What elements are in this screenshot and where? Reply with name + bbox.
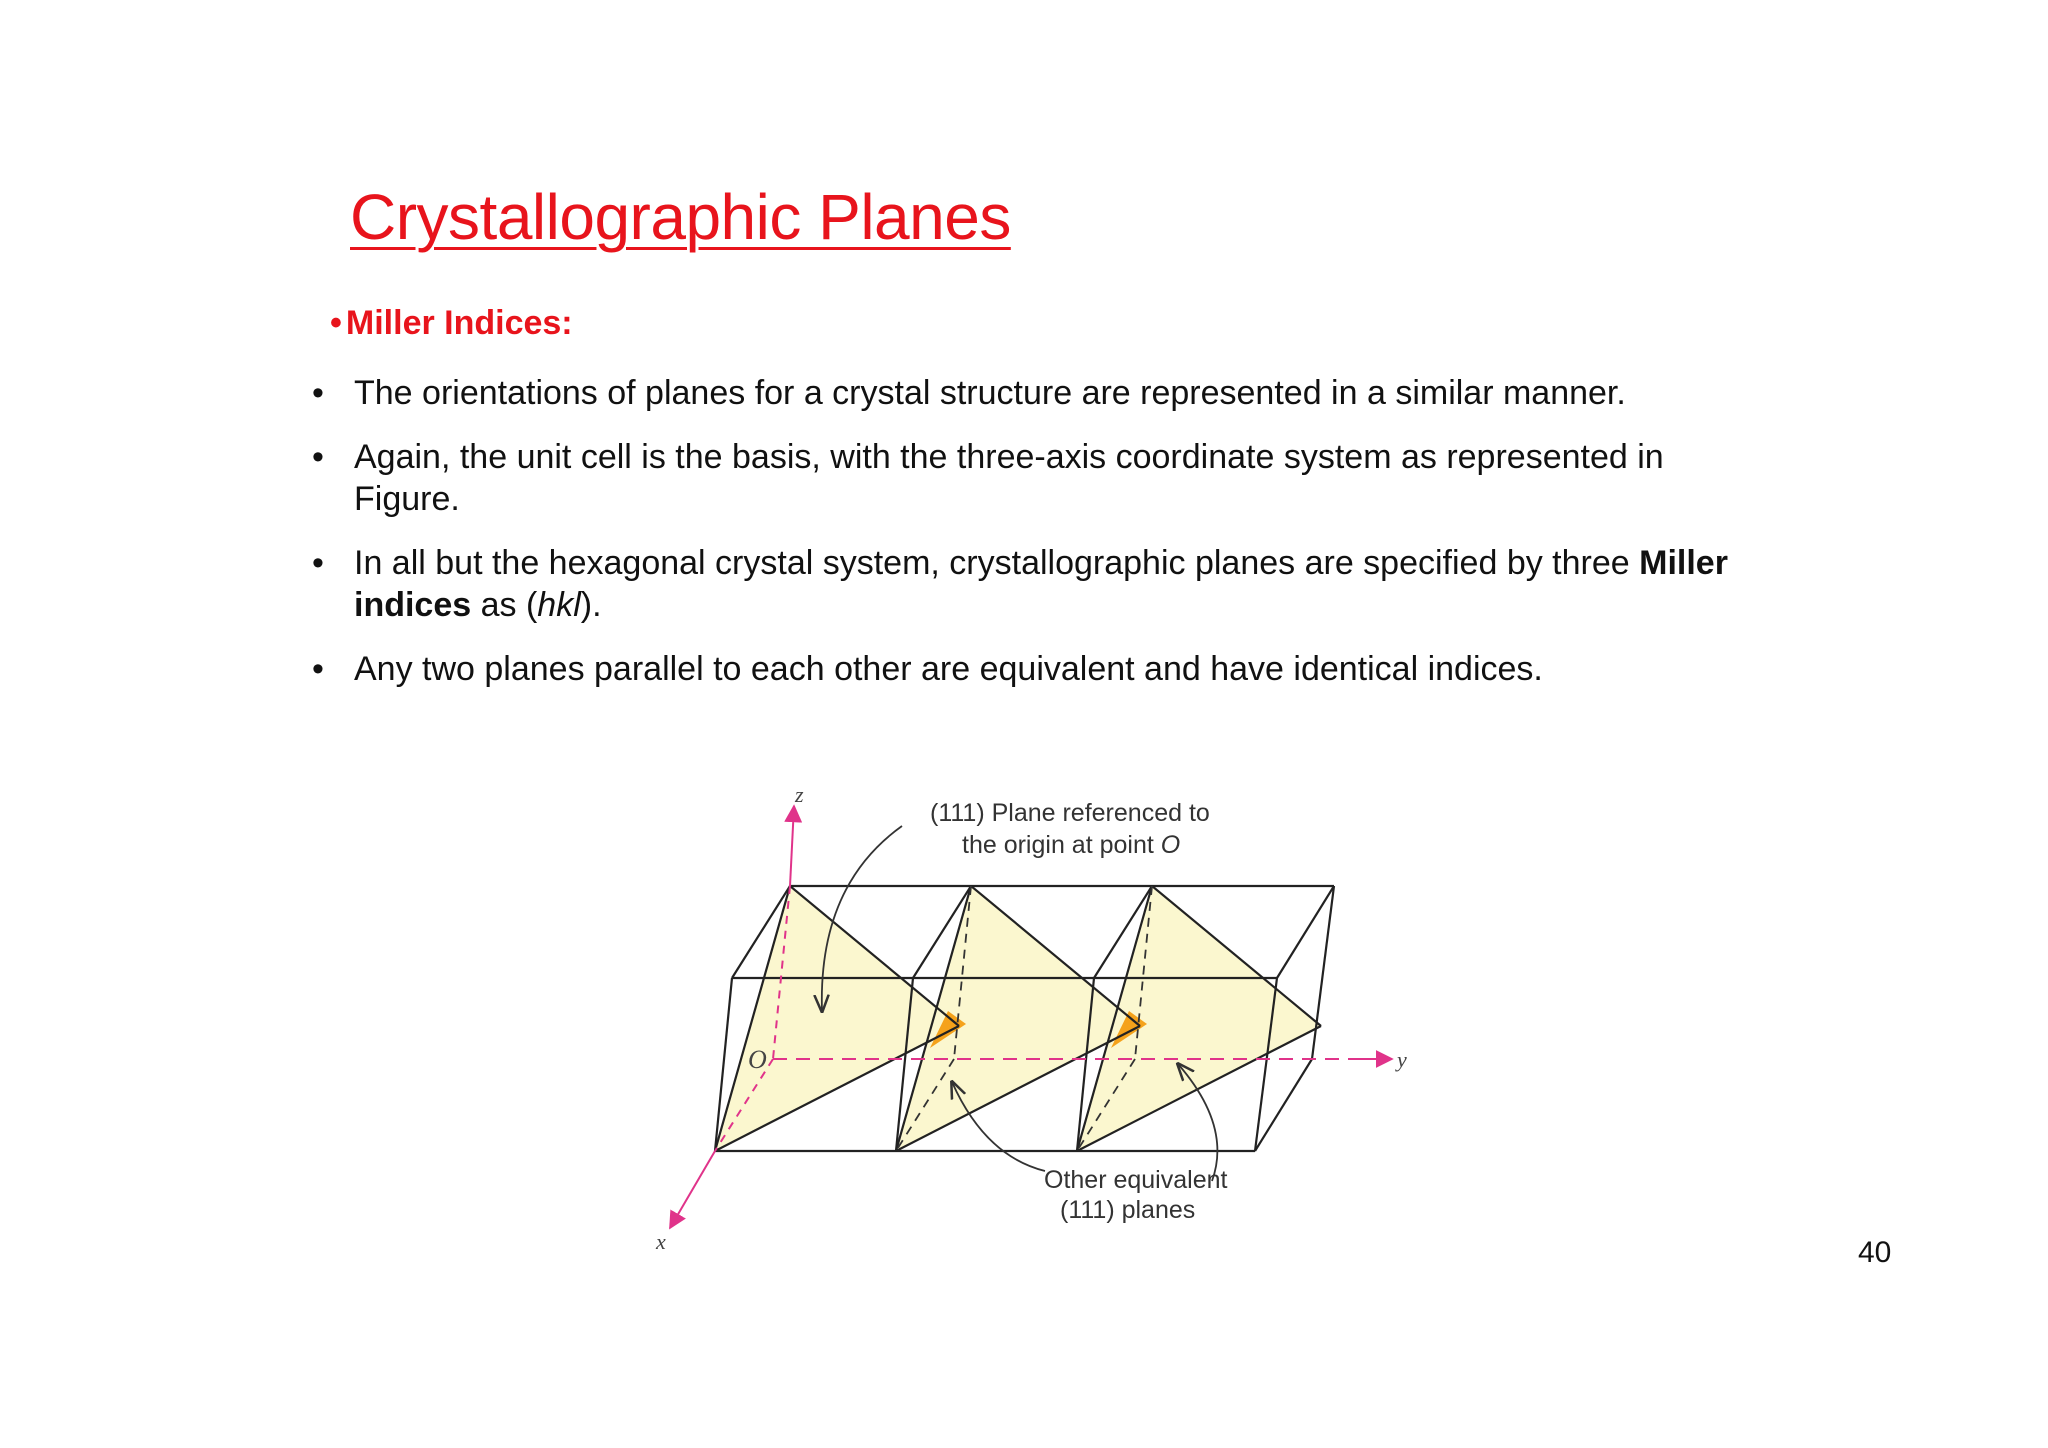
bullet-list: [312, 372, 1752, 712]
figure-svg: [640, 776, 1420, 1266]
bullet-text: Again, the unit cell is the basis, with the three-axis coordinate system as represented in Figure.: [354, 438, 1664, 518]
subheading-text: Miller Indices:: [345, 304, 573, 342]
bullet-marker: •: [312, 374, 324, 412]
bullet-marker: •: [312, 650, 324, 688]
x-axis-label: x: [656, 1229, 666, 1254]
top-callout-line1: (111) Plane referenced to: [930, 799, 1210, 827]
crystal-planes-figure: [640, 776, 1420, 1266]
hkl-notation: hkl: [537, 586, 581, 624]
slide-title: Crystallographic Planes: [350, 181, 1011, 253]
miller-indices-term: Miller indices: [354, 544, 1728, 624]
origin-label: O: [748, 1045, 767, 1074]
bullet-item: [312, 436, 1752, 520]
bullet-text-part: as (: [471, 586, 538, 624]
bottom-callout-line2: (111) planes: [1060, 1196, 1196, 1224]
z-axis: [790, 806, 794, 886]
subheading: [330, 304, 573, 343]
y-axis-label: y: [1397, 1047, 1407, 1072]
bullet-text: Any two planes parallel to each other are equivalent and have identical indices.: [354, 650, 1543, 688]
bullet-text-part: In all but the hexagonal crystal system, crystallographic planes are specified by three: [354, 544, 1640, 582]
z-axis-label: z: [795, 782, 804, 807]
bullet-marker: •: [312, 544, 324, 582]
bullet-text-part: ).: [580, 586, 602, 624]
bullet-item: [312, 372, 1752, 414]
bullet-marker: •: [312, 438, 324, 476]
page-number: 40: [1858, 1236, 1892, 1269]
top-callout-line2: [962, 831, 1180, 859]
top-callout-line2-italic: O: [1160, 831, 1181, 859]
x-axis: [670, 1151, 715, 1228]
bullet-item: [312, 648, 1752, 690]
bottom-callout-line1: Other equivalent: [1044, 1166, 1228, 1194]
bullet-text: The orientations of planes for a crystal structure are represented in a similar manner.: [354, 374, 1626, 412]
subheading-bullet: •: [330, 304, 342, 342]
bullet-item: [312, 542, 1752, 626]
top-callout-line2-text: the origin at point: [962, 831, 1161, 859]
